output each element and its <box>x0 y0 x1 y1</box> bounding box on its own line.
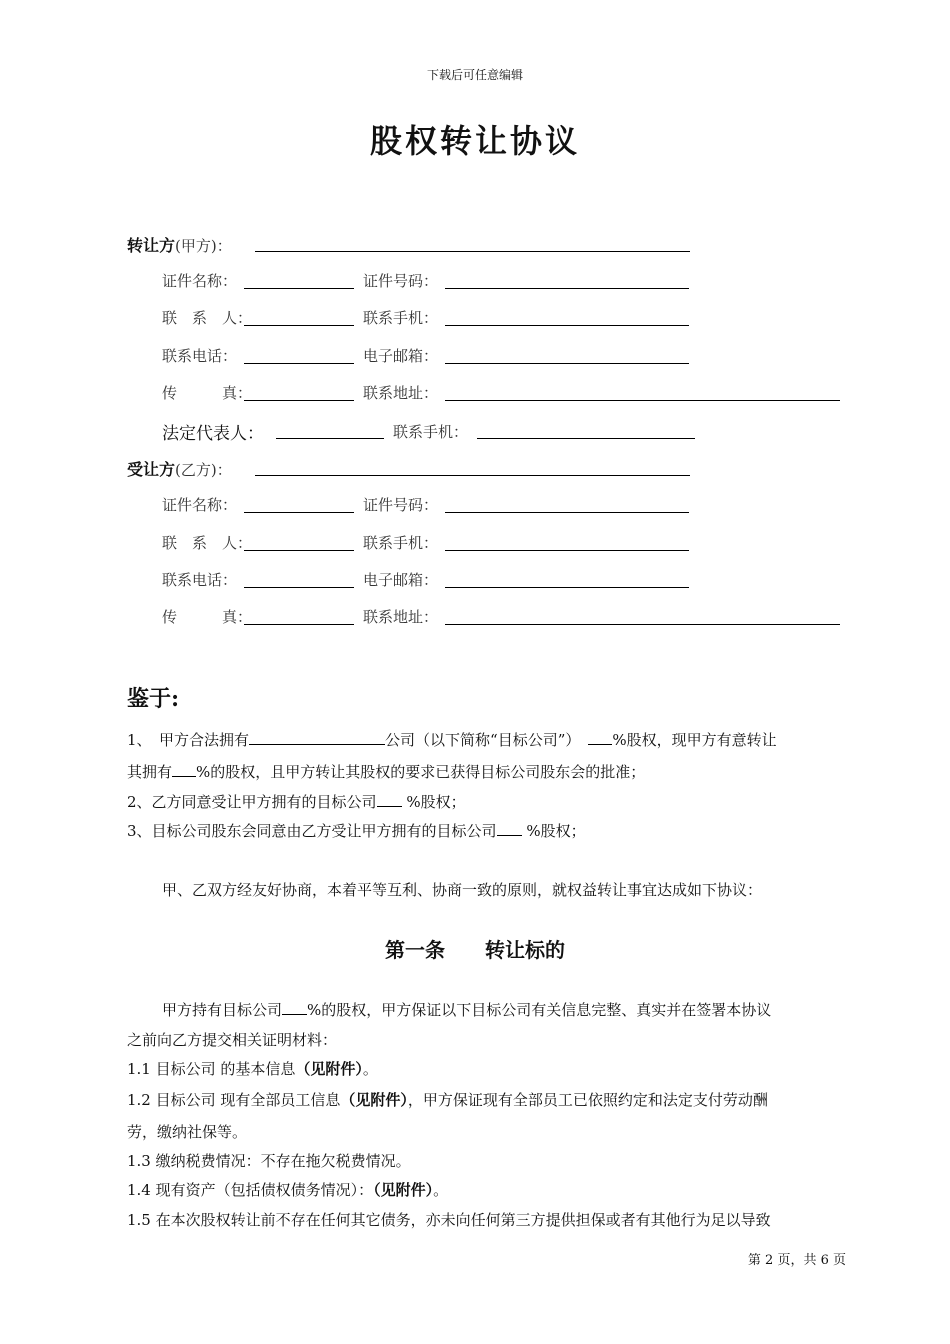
legal-rep-label: 法定代表人： <box>162 424 264 444</box>
article-1-text-b: %的股权，甲方保证以下目标公司有关信息完整、真实并在签署本协议 <box>307 1001 772 1019</box>
item-1-5: 1.5 在本次股权转让前不存在任何其它债务，亦未向任何第三方提供担保或者有其他行为足以导致 <box>127 1211 771 1229</box>
transferor-phone-label: 联系电话： <box>162 347 238 365</box>
transferor-contact-field[interactable] <box>244 325 354 326</box>
transferee-phone-label: 联系电话： <box>162 571 238 589</box>
transferee-id-no-label: 证件号码： <box>363 496 439 514</box>
whereas-heading: 鉴于: <box>127 686 180 712</box>
transferee-id-no-field[interactable] <box>445 512 689 513</box>
transferee-fax-field[interactable] <box>244 624 354 625</box>
transferee-contact-field[interactable] <box>244 550 354 551</box>
transferee-mobile-field[interactable] <box>445 550 689 551</box>
article-1-heading: 第一条 转让标的 <box>385 938 565 962</box>
item-1-2-text: 1.2 目标公司 现有全部员工信息 <box>127 1091 341 1109</box>
whereas-item-3-text-a: 3、目标公司股东会同意由乙方受让甲方拥有的目标公司 <box>127 822 497 840</box>
item-1-4-end: 。 <box>433 1181 449 1199</box>
whereas-item-1-text-e: %的股权，且甲方转让其股权的要求已获得目标公司股东会的批准； <box>196 763 646 781</box>
transferee-address-field[interactable] <box>445 624 840 625</box>
transferor-mobile-label: 联系手机： <box>363 309 439 327</box>
page-header: 下载后可任意编辑 <box>426 68 523 82</box>
item-1-1-text: 1.1 目标公司 的基本信息 <box>127 1060 296 1078</box>
transferor-address-field[interactable] <box>445 400 840 401</box>
transferor-email-field[interactable] <box>445 363 689 364</box>
item-1-2-ref: （见附件） <box>340 1091 408 1109</box>
transferee-fax-label: 传 真： <box>162 608 253 626</box>
item-1-1-ref: （见附件） <box>295 1060 363 1078</box>
whereas-item-2 <box>127 791 466 812</box>
transferee-id-name-field[interactable] <box>244 512 354 513</box>
transferor-email-label: 电子邮箱： <box>363 347 439 365</box>
percent-blank-4[interactable] <box>497 821 522 836</box>
percent-blank-5[interactable] <box>282 1000 307 1015</box>
whereas-item-1-cont <box>127 761 645 782</box>
item-1-3: 1.3 缴纳税费情况：不存在拖欠税费情况。 <box>127 1152 411 1170</box>
transferee-contact-label: 联 系 人： <box>162 534 253 552</box>
item-1-2-line2: 劳，缴纳社保等。 <box>127 1123 248 1141</box>
transferee-heading <box>127 457 232 480</box>
transferor-id-no-label: 证件号码： <box>363 272 439 290</box>
item-1-2-cont: ，甲方保证现有全部员工已依照约定和法定支付劳动酬 <box>407 1091 768 1109</box>
transferee-name-field[interactable] <box>255 475 690 476</box>
legal-rep-mobile-field[interactable] <box>477 438 695 439</box>
transferor-id-name-field[interactable] <box>244 288 354 289</box>
transferor-phone-field[interactable] <box>244 363 354 364</box>
whereas-item-3 <box>127 820 586 841</box>
transferee-phone-field[interactable] <box>244 587 354 588</box>
whereas-item-1-text-c: %股权，现甲方有意转让 <box>612 731 777 749</box>
whereas-item-3-text-b: %股权； <box>521 822 586 840</box>
transferor-sub: (甲方)： <box>175 237 232 255</box>
whereas-item-2-text-b: %股权； <box>401 793 466 811</box>
whereas-item-1-text-d: 其拥有 <box>127 763 173 781</box>
transferee-label: 受让方 <box>127 460 176 479</box>
item-1-4 <box>127 1179 448 1200</box>
transferor-mobile-field[interactable] <box>445 325 689 326</box>
whereas-item-2-text-a: 2、乙方同意受让甲方拥有的目标公司 <box>127 793 377 811</box>
legal-rep-mobile-label: 联系手机： <box>393 423 469 441</box>
transferee-mobile-label: 联系手机： <box>363 534 439 552</box>
transferee-id-name-label: 证件名称： <box>162 496 238 514</box>
item-1-4-ref: （见附件） <box>373 1181 434 1199</box>
page-footer: 第 2 页，共 6 页 <box>747 1253 846 1268</box>
agreement-intro: 甲、乙双方经友好协商，本着平等互利、协商一致的原则，就权益转让事宜达成如下协议： <box>162 881 763 899</box>
transferor-id-no-field[interactable] <box>445 288 689 289</box>
whereas-item-1-text-a: 1、 甲方合法拥有 <box>127 731 250 749</box>
percent-blank-3[interactable] <box>377 792 402 807</box>
transferor-heading <box>127 233 232 256</box>
transferor-fax-label: 传 真： <box>162 384 253 402</box>
item-1-1-end: 。 <box>362 1060 378 1078</box>
whereas-item-1-text-b: 公司（以下简称“目标公司”） <box>385 731 581 749</box>
document-title: 股权转让协议 <box>369 122 580 160</box>
article-1-text-a: 甲方持有目标公司 <box>162 1001 283 1019</box>
transferee-address-label: 联系地址： <box>363 608 439 626</box>
transferee-sub: (乙方)： <box>175 461 232 479</box>
whereas-item-1 <box>127 729 777 750</box>
transferor-name-field[interactable] <box>255 251 690 252</box>
transferor-label: 转让方 <box>127 236 176 255</box>
article-1-para <box>162 999 771 1020</box>
transferor-address-label: 联系地址： <box>363 384 439 402</box>
transferor-fax-field[interactable] <box>244 400 354 401</box>
percent-blank-2[interactable] <box>172 762 196 777</box>
percent-blank-1[interactable] <box>588 730 612 745</box>
transferee-email-field[interactable] <box>445 587 689 588</box>
item-1-1 <box>127 1058 378 1079</box>
transferor-contact-label: 联 系 人： <box>162 309 253 327</box>
legal-rep-field[interactable] <box>276 438 384 439</box>
transferor-id-name-label: 证件名称： <box>162 272 238 290</box>
transferee-email-label: 电子邮箱： <box>363 571 439 589</box>
company-name-blank[interactable] <box>249 730 385 745</box>
item-1-2 <box>127 1089 768 1110</box>
item-1-4-text: 1.4 现有资产（包括债权债务情况）： <box>127 1181 374 1199</box>
article-1-para-cont: 之前向乙方提交相关证明材料： <box>127 1031 338 1049</box>
